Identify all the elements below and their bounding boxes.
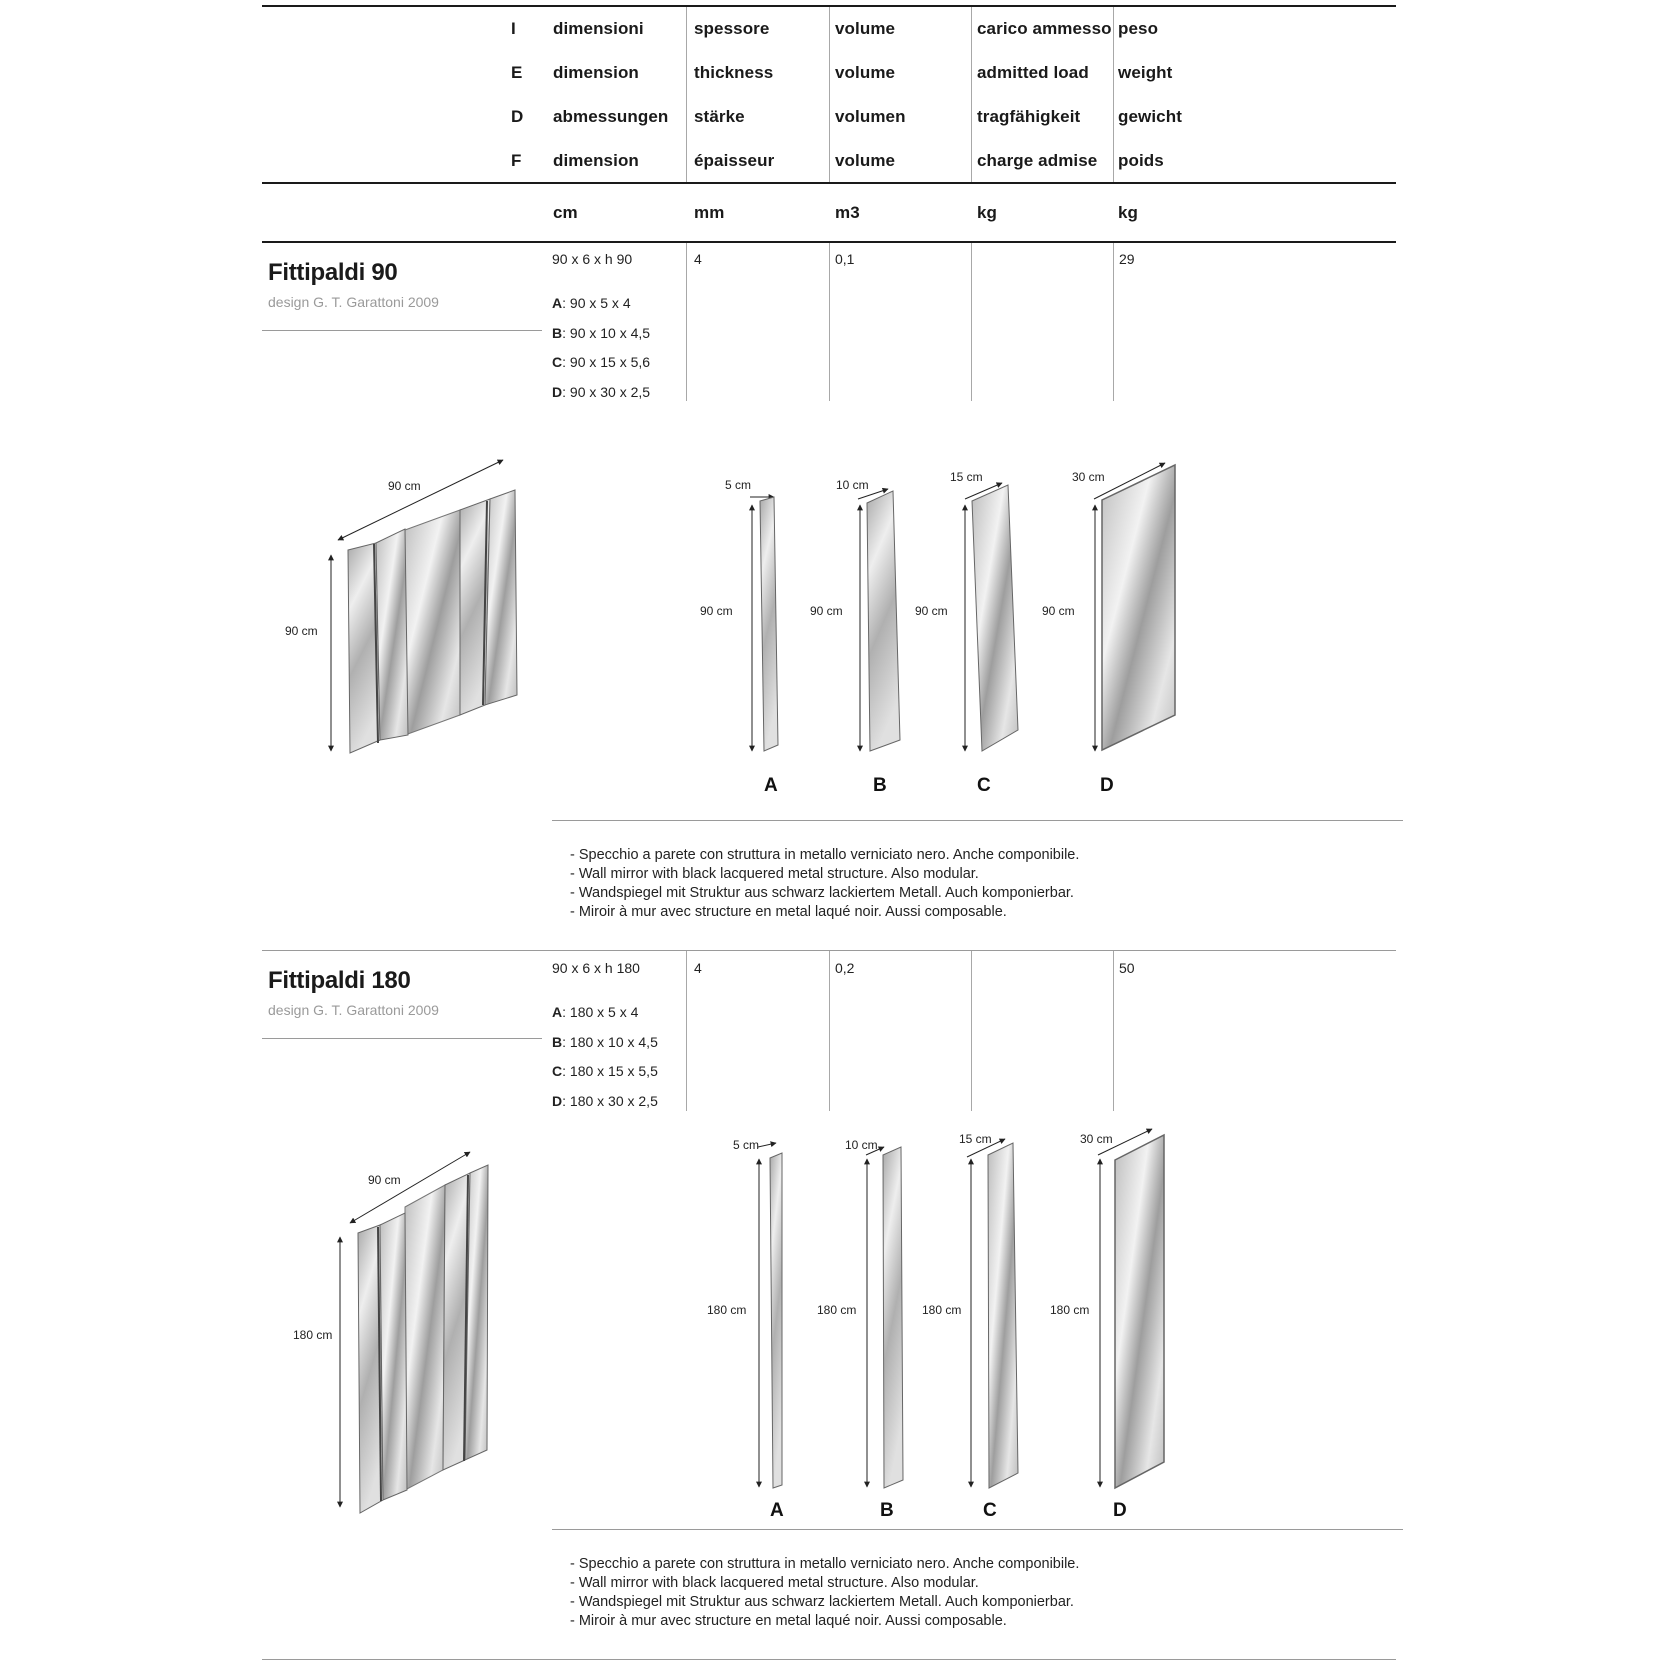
weight-value: 50 — [1119, 960, 1135, 976]
description-line-en: - Wall mirror with black lacquered metal structure. Also modular. — [570, 1575, 979, 1591]
part-dimension-a: A: 90 x 5 x 4 — [552, 295, 631, 311]
unit-thickness: mm — [694, 203, 725, 222]
col-load-de: tragfähigkeit — [977, 107, 1081, 126]
col-dimension-de: abmessungen — [553, 107, 669, 126]
lang-en: E — [511, 63, 523, 82]
product-designer: design G. T. Garattoni 2009 — [268, 294, 439, 310]
description-line-de: - Wandspiegel mit Struktur aus schwarz lackiertem Metall. Auch komponierbar. — [570, 1594, 1074, 1610]
col-volume-en: volume — [835, 63, 896, 82]
description-line-en: - Wall mirror with black lacquered metal structure. Also modular. — [570, 866, 979, 882]
thickness-value: 4 — [694, 960, 702, 976]
element-width-label: 10 cm — [845, 1138, 878, 1152]
column-separator — [829, 243, 830, 401]
col-thickness-fr: épaisseur — [694, 151, 775, 170]
col-load-en: admitted load — [977, 63, 1089, 82]
element-height-label: 90 cm — [1042, 604, 1075, 618]
element-width-label: 15 cm — [950, 470, 983, 484]
column-separator — [686, 243, 687, 401]
assembly-width-label: 90 cm — [388, 479, 421, 493]
column-separator — [1113, 243, 1114, 401]
element-height-label: 180 cm — [1050, 1303, 1090, 1317]
col-weight-de: gewicht — [1118, 107, 1182, 126]
element-letter: D — [1100, 775, 1114, 796]
product-name: Fittipaldi 90 — [268, 259, 398, 286]
assembly-height-label: 90 cm — [285, 624, 318, 638]
col-thickness-it: spessore — [694, 19, 770, 38]
element-height-label: 90 cm — [700, 604, 733, 618]
element-letter: B — [873, 775, 887, 796]
lang-it: I — [511, 19, 516, 38]
part-dimension-c: C: 90 x 15 x 5,6 — [552, 354, 651, 370]
dimension-value: 90 x 6 x h 90 — [552, 251, 633, 267]
product-divider — [262, 330, 542, 331]
header-separator — [686, 7, 687, 182]
part-dimension-a: A: 180 x 5 x 4 — [552, 1004, 639, 1020]
volume-value: 0,1 — [835, 251, 855, 267]
col-volume-it: volume — [835, 19, 896, 38]
part-dimension-c: C: 180 x 15 x 5,5 — [552, 1063, 658, 1079]
element-letter: A — [764, 775, 778, 796]
volume-value: 0,2 — [835, 960, 855, 976]
col-thickness-en: thickness — [694, 63, 774, 82]
col-thickness-de: stärke — [694, 107, 745, 126]
col-volume-de: volumen — [835, 107, 906, 126]
part-dimension-d: D: 90 x 30 x 2,5 — [552, 384, 651, 400]
assembly-drawing — [285, 1145, 525, 1520]
element-width-label: 5 cm — [733, 1138, 760, 1152]
product-divider — [262, 1038, 542, 1039]
col-dimension-it: dimensioni — [553, 19, 644, 38]
header-rule — [262, 182, 1396, 184]
unit-volume: m3 — [835, 203, 860, 222]
unit-dimension: cm — [553, 203, 578, 222]
element-height-label: 180 cm — [922, 1303, 962, 1317]
element-height-label: 90 cm — [915, 604, 948, 618]
bottom-rule — [262, 1659, 1396, 1660]
description-rule — [552, 1529, 1403, 1530]
col-volume-fr: volume — [835, 151, 896, 170]
element-letter: D — [1113, 1500, 1127, 1521]
weight-value: 29 — [1119, 251, 1135, 267]
element-width-label: 15 cm — [959, 1132, 992, 1146]
element-width-label: 10 cm — [836, 478, 869, 492]
element-width-label: 5 cm — [725, 478, 752, 492]
element-letter: A — [770, 1500, 784, 1521]
column-separator — [1113, 951, 1114, 1111]
part-dimension-d: D: 180 x 30 x 2,5 — [552, 1093, 658, 1109]
description-line-de: - Wandspiegel mit Struktur aus schwarz lackiertem Metall. Auch komponierbar. — [570, 885, 1074, 901]
thickness-value: 4 — [694, 251, 702, 267]
product-designer: design G. T. Garattoni 2009 — [268, 1002, 439, 1018]
description-line-it: - Specchio a parete con struttura in metallo verniciato nero. Anche componibile. — [570, 1556, 1080, 1572]
elements-drawing — [690, 1125, 1190, 1520]
description-line-fr: - Miroir à mur avec structure en metal laqué noir. Aussi composable. — [570, 1613, 1007, 1629]
header-separator — [829, 7, 830, 182]
col-dimension-fr: dimension — [553, 151, 639, 170]
dimension-value: 90 x 6 x h 180 — [552, 960, 640, 976]
part-dimension-b: B: 90 x 10 x 4,5 — [552, 325, 651, 341]
column-separator — [686, 951, 687, 1111]
part-dimension-b: B: 180 x 10 x 4,5 — [552, 1034, 658, 1050]
col-load-it: carico ammesso — [977, 19, 1112, 38]
assembly-drawing — [280, 455, 540, 755]
col-dimension-en: dimension — [553, 63, 639, 82]
element-letter: C — [983, 1500, 997, 1521]
product-name: Fittipaldi 180 — [268, 967, 411, 994]
assembly-height-label: 180 cm — [293, 1328, 333, 1342]
element-letter: B — [880, 1500, 894, 1521]
element-height-label: 180 cm — [817, 1303, 857, 1317]
col-weight-fr: poids — [1118, 151, 1164, 170]
element-width-label: 30 cm — [1072, 470, 1105, 484]
description-line-fr: - Miroir à mur avec structure en metal laqué noir. Aussi composable. — [570, 904, 1007, 920]
col-weight-it: peso — [1118, 19, 1159, 38]
column-separator — [971, 951, 972, 1111]
lang-de: D — [511, 107, 524, 126]
description-line-it: - Specchio a parete con struttura in metallo verniciato nero. Anche componibile. — [570, 847, 1080, 863]
header-separator — [971, 7, 972, 182]
col-weight-en: weight — [1118, 63, 1173, 82]
element-width-label: 30 cm — [1080, 1132, 1113, 1146]
description-rule — [552, 820, 1403, 821]
col-load-fr: charge admise — [977, 151, 1098, 170]
product-description — [570, 846, 1079, 922]
unit-load: kg — [977, 203, 998, 222]
column-separator — [829, 951, 830, 1111]
assembly-width-label: 90 cm — [368, 1173, 401, 1187]
header-separator — [1113, 7, 1114, 182]
element-height-label: 180 cm — [707, 1303, 747, 1317]
unit-weight: kg — [1118, 203, 1139, 222]
element-letter: C — [977, 775, 991, 796]
elements-drawing — [690, 455, 1190, 805]
element-height-label: 90 cm — [810, 604, 843, 618]
product-description — [570, 1555, 1079, 1631]
column-separator — [971, 243, 972, 401]
lang-fr: F — [511, 151, 522, 170]
